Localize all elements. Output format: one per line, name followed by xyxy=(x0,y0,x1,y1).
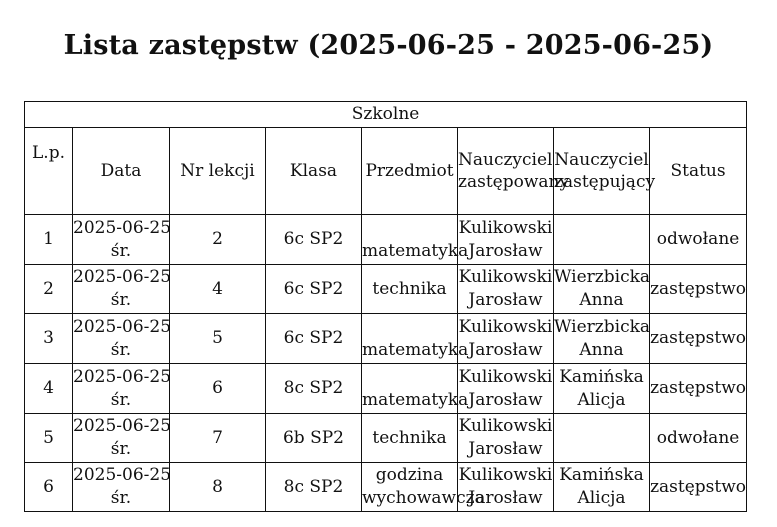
cell-lp: 2 xyxy=(25,265,73,314)
cell-class: 6b SP2 xyxy=(266,414,362,463)
cell-subject: matematyka xyxy=(362,364,458,414)
cell-status: odwołane xyxy=(650,215,747,265)
cell-substitute-teacher xyxy=(554,314,650,364)
cell-substitute-teacher xyxy=(554,414,650,463)
cell-date-value: 2025-06-25 xyxy=(73,465,172,485)
cell-subject: matematyka xyxy=(362,314,458,364)
cell-date xyxy=(73,265,170,314)
cell-class: 6c SP2 xyxy=(266,215,362,265)
page-title: Lista zastępstw (2025-06-25 - 2025-06-25) xyxy=(63,30,714,61)
cell-substitute-teacher-surname: Wierzbicka xyxy=(554,267,651,287)
cell-substitute-teacher xyxy=(554,215,650,265)
cell-absent-teacher-surname: Kulikowski xyxy=(458,267,553,287)
cell-absent-teacher xyxy=(458,463,554,512)
group-header: Szkolne xyxy=(25,102,747,128)
cell-class: 6c SP2 xyxy=(266,314,362,364)
table-row xyxy=(25,265,747,314)
cell-substitute-teacher-name: Alicja xyxy=(577,389,626,410)
cell-lesson: 7 xyxy=(170,414,266,463)
cell-lp: 3 xyxy=(25,314,73,364)
cell-lesson: 6 xyxy=(170,364,266,414)
cell-lp: 5 xyxy=(25,414,73,463)
cell-subject: technika xyxy=(362,265,458,314)
cell-absent-teacher xyxy=(458,414,554,463)
cell-status: zastępstwo xyxy=(650,265,747,314)
cell-absent-teacher xyxy=(458,364,554,414)
cell-substitute-teacher-surname: Wierzbicka xyxy=(554,316,651,337)
cell-absent-teacher-name: Jarosław xyxy=(468,240,543,261)
cell-day-value: śr. xyxy=(110,240,132,261)
cell-subject: matematyka xyxy=(362,215,458,265)
table-row xyxy=(25,314,747,364)
cell-absent-teacher xyxy=(458,314,554,364)
cell-date-value: 2025-06-25 xyxy=(73,316,172,337)
cell-day-value: śr. xyxy=(110,290,132,310)
cell-class: 8c SP2 xyxy=(266,463,362,512)
cell-date xyxy=(73,463,170,512)
cell-substitute-teacher-name: Anna xyxy=(579,339,624,360)
substitutions-table xyxy=(24,101,747,512)
cell-date xyxy=(73,314,170,364)
cell-substitute-teacher xyxy=(554,364,650,414)
cell-lesson: 2 xyxy=(170,215,266,265)
col-header-data: Data xyxy=(73,128,170,215)
cell-date xyxy=(73,414,170,463)
cell-day-value: śr. xyxy=(110,389,132,410)
col-header-nauczyciel-zastepujacy-line2: zastępujący xyxy=(554,172,656,192)
cell-absent-teacher-name: Jarosław xyxy=(468,439,543,459)
cell-date xyxy=(73,364,170,414)
col-header-nauczyciel-zastepowany xyxy=(458,128,570,215)
cell-status: zastępstwo xyxy=(650,463,747,512)
cell-class: 8c SP2 xyxy=(266,364,362,414)
cell-lp: 6 xyxy=(25,463,73,512)
cell-substitute-teacher xyxy=(554,463,650,512)
cell-lesson: 5 xyxy=(170,314,266,364)
table-row xyxy=(25,364,747,414)
cell-lp: 1 xyxy=(25,215,73,265)
cell-day-value: śr. xyxy=(110,339,132,360)
cell-absent-teacher-surname: Kulikowski xyxy=(458,366,553,387)
cell-absent-teacher-name: Jarosław xyxy=(468,488,543,508)
cell-substitute-teacher xyxy=(554,265,650,314)
col-header-lp: L.p. xyxy=(25,128,73,215)
col-header-nauczyciel-zastepujacy xyxy=(554,128,656,215)
col-header-przedmiot: Przedmiot xyxy=(362,128,458,215)
cell-absent-teacher-name: Jarosław xyxy=(468,290,543,310)
cell-lp: 4 xyxy=(25,364,73,414)
cell-status: zastępstwo xyxy=(650,364,747,414)
cell-absent-teacher xyxy=(458,265,554,314)
table-row xyxy=(25,463,747,512)
cell-substitute-teacher-name: Alicja xyxy=(577,488,626,508)
cell-absent-teacher xyxy=(458,215,554,265)
col-header-nauczyciel-zastepujacy-line1: Nauczyciel xyxy=(554,150,649,170)
cell-absent-teacher-surname: Kulikowski xyxy=(458,465,553,485)
cell-subject: technika xyxy=(362,414,458,463)
col-header-nauczyciel-zastepowany-line1: Nauczyciel xyxy=(458,150,553,170)
cell-class: 6c SP2 xyxy=(266,265,362,314)
cell-absent-teacher-name: Jarosław xyxy=(468,339,543,360)
cell-absent-teacher-name: Jarosław xyxy=(468,389,543,410)
cell-absent-teacher-surname: Kulikowski xyxy=(458,416,553,436)
col-header-klasa: Klasa xyxy=(266,128,362,215)
cell-status: odwołane xyxy=(650,414,747,463)
table-row xyxy=(25,414,747,463)
cell-date-value: 2025-06-25 xyxy=(73,267,172,287)
cell-subject-line1: godzina xyxy=(375,465,444,485)
col-header-nr-lekcji: Nr lekcji xyxy=(170,128,266,215)
cell-substitute-teacher-surname: Kamińska xyxy=(559,366,644,387)
cell-day-value: śr. xyxy=(110,488,132,508)
cell-lesson: 4 xyxy=(170,265,266,314)
cell-subject-line2: wychowawcza xyxy=(362,488,485,508)
cell-date-value: 2025-06-25 xyxy=(73,217,172,238)
cell-date-value: 2025-06-25 xyxy=(73,366,172,387)
cell-substitute-teacher-name: Anna xyxy=(579,290,624,310)
cell-substitute-teacher-surname: Kamińska xyxy=(559,465,644,485)
table-row xyxy=(25,215,747,265)
col-header-nauczyciel-zastepowany-line2: zastępowany xyxy=(458,172,570,192)
cell-date xyxy=(73,215,170,265)
cell-subject xyxy=(362,463,485,512)
cell-absent-teacher-surname: Kulikowski xyxy=(458,316,553,337)
cell-lesson: 8 xyxy=(170,463,266,512)
cell-absent-teacher-surname: Kulikowski xyxy=(458,217,553,238)
cell-date-value: 2025-06-25 xyxy=(73,416,172,436)
col-header-status: Status xyxy=(650,128,747,215)
cell-day-value: śr. xyxy=(110,439,132,459)
cell-status: zastępstwo xyxy=(650,314,747,364)
